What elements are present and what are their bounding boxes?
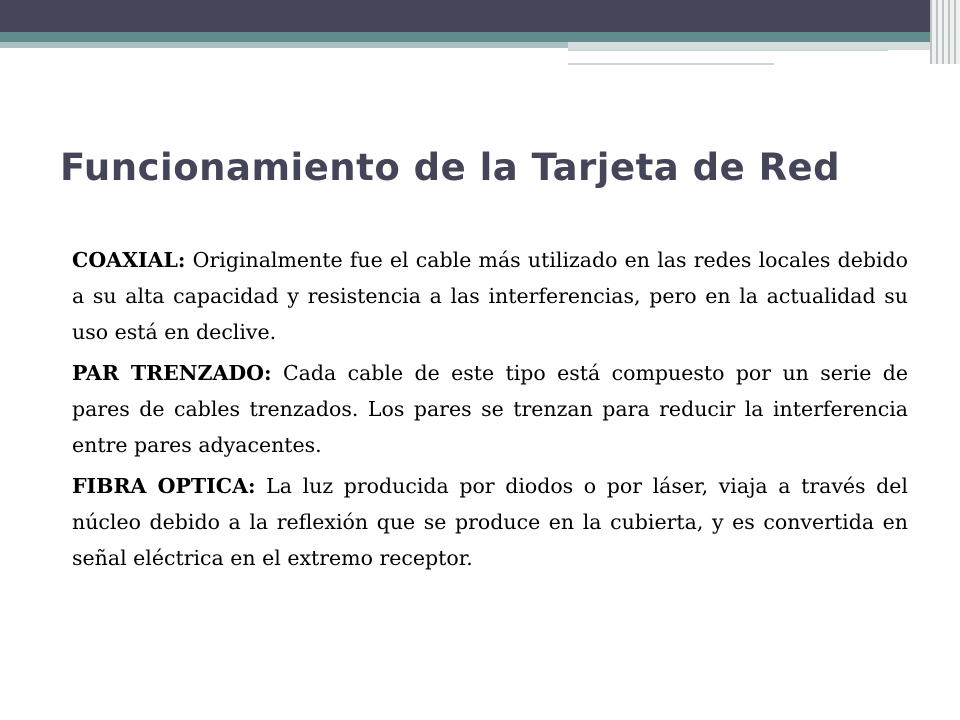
header-light-band [0, 42, 568, 48]
header-light-band-right [568, 42, 930, 50]
header-divider-line [568, 50, 888, 51]
paragraph-par-trenzado [72, 355, 908, 463]
header-dark-band [0, 0, 960, 32]
text-par-trenzado: Cada cable de este tipo está compuesto por un serie de pares de cables trenzados. Los pares se trenzan para reducir la interferencia entre pares adyacentes. [72, 361, 908, 457]
text-fibra-optica: La luz producida por diodos o por láser, viaja a través del núcleo debido a la reflexión que se produce en la cubierta, y es convertida en señal eléctrica en el extremo receptor. [72, 474, 908, 570]
slide-title: Funcionamiento de la Tarjeta de Red [60, 146, 841, 189]
term-par-trenzado: PAR TRENZADO: [72, 361, 272, 385]
header-teal-band [0, 32, 960, 42]
header-stripes-decoration [930, 0, 960, 64]
term-fibra-optica: FIBRA OPTICA: [72, 474, 256, 498]
slide-body [72, 242, 908, 581]
paragraph-fibra-optica [72, 468, 908, 576]
paragraph-coaxial [72, 242, 908, 350]
header-divider-line-short [568, 63, 774, 65]
text-coaxial: Originalmente fue el cable más utilizado en las redes locales debido a su alta capacidad y resistencia a las interferencias, pero en la actualidad su uso está en declive. [72, 248, 908, 344]
term-coaxial: COAXIAL: [72, 248, 186, 272]
